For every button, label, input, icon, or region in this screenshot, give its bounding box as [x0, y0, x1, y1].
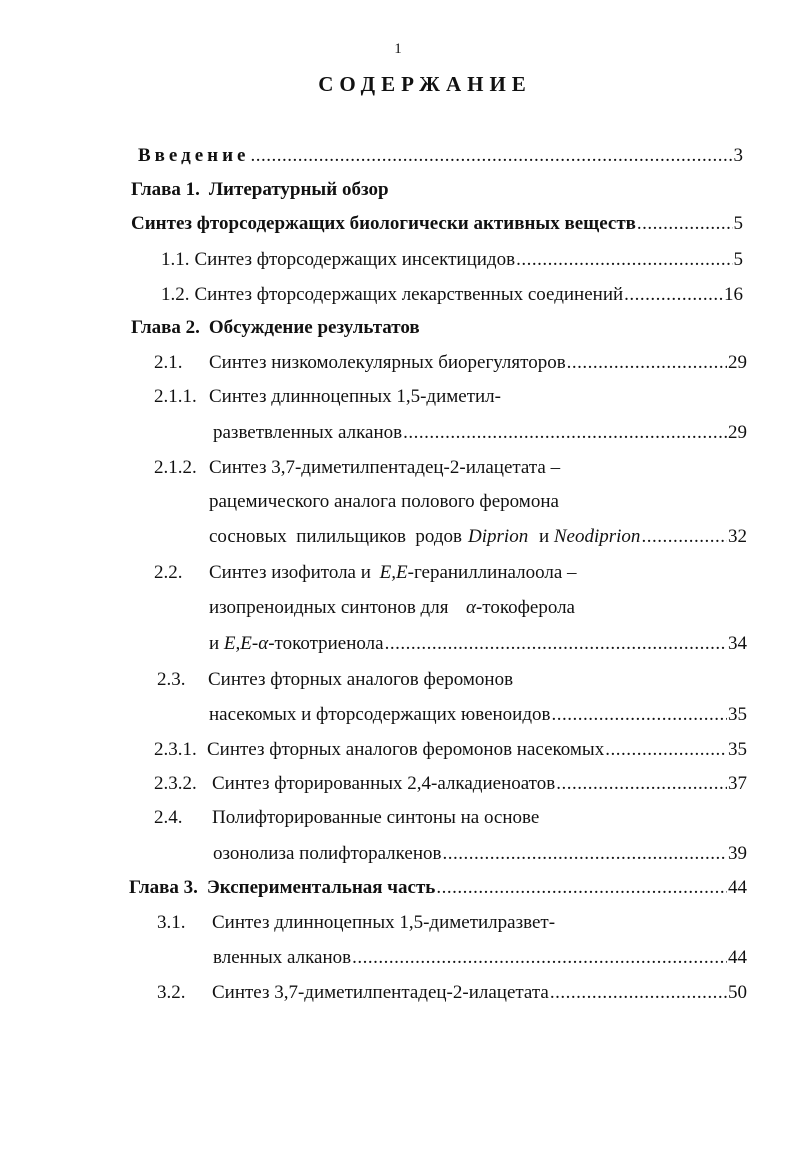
- toc-page-number: 29: [728, 422, 747, 443]
- toc-entry-text: Синтез фторсодержащих лекарственных соединений: [194, 284, 624, 305]
- toc-leader-dots: [567, 350, 727, 376]
- toc-entry-3-1[interactable]: [157, 910, 747, 936]
- page-title: СОДЕРЖАНИЕ: [318, 72, 532, 96]
- toc-genus-neodiprion: Neodiprion: [553, 526, 641, 547]
- toc-entry-text: Введение: [138, 145, 250, 166]
- toc-page-number: 3: [733, 145, 743, 166]
- toc-entry-2-1-1[interactable]: [154, 384, 747, 410]
- toc-entry-text: Полифторированные синтоны на основе: [212, 807, 540, 828]
- toc-entry-2-2[interactable]: [154, 560, 747, 586]
- toc-entry-1-2[interactable]: [161, 282, 743, 308]
- toc-entry-text: вленных алканов: [213, 947, 352, 968]
- toc-entry-text: Литературный обзор: [208, 179, 389, 200]
- toc-entry-2-2-cont[interactable]: [209, 595, 747, 621]
- toc-leader-dots: [436, 875, 727, 901]
- toc-entry-2-2-cont2[interactable]: [209, 631, 747, 657]
- toc-entry-italic: E,E-α: [223, 633, 269, 654]
- toc-entry-text: Синтез изофитола и: [209, 562, 376, 583]
- toc-entry-2-1-1-cont[interactable]: [213, 420, 747, 446]
- toc-leader-dots: [624, 282, 723, 308]
- toc-page-number: 39: [728, 843, 747, 864]
- toc-entry-text: Синтез длинноцепных 1,5-диметилразвет-: [212, 912, 556, 933]
- toc-leader-dots: [385, 631, 727, 657]
- toc-section-number: 3.1.: [157, 912, 186, 933]
- toc-entry-text: Синтез длинноцепных 1,5-диметил-: [209, 386, 501, 407]
- toc-entry-text: Синтез фторных аналогов феромонов насекомых: [207, 739, 605, 760]
- toc-page-number: 32: [728, 526, 747, 547]
- toc-leader-dots: [556, 771, 727, 797]
- toc-leader-dots: [516, 247, 732, 273]
- toc-page-number: 44: [728, 947, 747, 968]
- toc-entry-text: Синтез фторсодержащих биологически активных веществ: [131, 213, 636, 234]
- toc-entry-2-3-1[interactable]: [154, 737, 747, 763]
- toc-entry-text: Синтез фторированных 2,4-алкадиеноатов: [212, 773, 556, 794]
- toc-section-number: 1.2.: [161, 284, 190, 305]
- page-number: 1: [394, 41, 402, 57]
- toc-entry-2-4-cont[interactable]: [213, 841, 747, 867]
- toc-entry-1-1[interactable]: [161, 247, 743, 273]
- toc-entry-text-tail: -токоферола: [475, 597, 575, 618]
- toc-page-number: 50: [728, 982, 747, 1003]
- toc-entry-2-1[interactable]: [154, 350, 747, 376]
- toc-section-number: 2.3.: [157, 669, 186, 690]
- toc-entry-2-4[interactable]: [154, 805, 747, 831]
- toc-page-number: 37: [728, 773, 747, 794]
- toc-leader-dots: [443, 841, 728, 867]
- toc-entry-text: Синтез низкомолекулярных биорегуляторов: [209, 352, 566, 373]
- toc-leader-dots: [641, 524, 727, 550]
- toc-section-number: 2.1.: [154, 352, 183, 373]
- toc-entry-introduction[interactable]: [138, 143, 743, 169]
- toc-genus-diprion: Diprion: [468, 526, 529, 547]
- toc-leader-dots: [403, 420, 727, 446]
- toc-section-number: 2.4.: [154, 807, 183, 828]
- toc-entry-text: Обсуждение результатов: [208, 317, 420, 338]
- toc-entry-text: Синтез фторных аналогов феромонов: [208, 669, 514, 690]
- toc-entry-2-1-2[interactable]: [154, 455, 747, 481]
- toc-entry-text: озонолиза полифторалкенов: [213, 843, 442, 864]
- toc-entry-italic: α: [465, 597, 476, 618]
- toc-page-number: 34: [728, 633, 747, 654]
- toc-entry-text: Синтез фторсодержащих инсектицидов: [194, 249, 516, 270]
- toc-page-number: 35: [728, 704, 747, 725]
- toc-entry-text: Синтез 3,7-диметилпентадец-2-илацетата: [212, 982, 549, 1003]
- toc-section-number: 2.1.2.: [154, 457, 197, 478]
- toc-entry-2-3-2[interactable]: [154, 771, 747, 797]
- toc-entry-text: Синтез 3,7-диметилпентадец-2-илацетата –: [209, 457, 561, 478]
- toc-entry-2-1-2-cont[interactable]: [209, 489, 747, 515]
- toc-entry-2-3-cont[interactable]: [209, 702, 747, 728]
- toc-page-number: 44: [728, 877, 747, 898]
- toc-entry-text: изопреноидных синтонов для: [209, 597, 458, 618]
- toc-page-number: 16: [724, 284, 743, 305]
- toc-section-number: 2.2.: [154, 562, 183, 583]
- toc-section-number: 2.3.1.: [154, 739, 197, 760]
- toc-entry-2-3[interactable]: [157, 667, 747, 693]
- toc-chapter-number: Глава 3.: [129, 877, 198, 898]
- toc-chapter-1[interactable]: [131, 177, 743, 203]
- toc-section-number: 2.1.1.: [154, 386, 197, 407]
- toc-leader-dots: [550, 980, 727, 1006]
- toc-leader-dots: [605, 737, 727, 763]
- toc-section-number: 3.2.: [157, 982, 186, 1003]
- toc-entry-3-2[interactable]: [157, 980, 747, 1006]
- toc-leader-dots: [251, 143, 733, 169]
- toc-page-number: 5: [733, 213, 743, 234]
- toc-entry-text: сосновых пилильщиков родов: [209, 526, 463, 547]
- toc-chapter-3[interactable]: [129, 875, 747, 901]
- toc-entry-italic: E,E: [379, 562, 408, 583]
- toc-leader-dots: [352, 945, 727, 971]
- toc-entry-text: рацемического аналога полового феромона: [209, 491, 559, 512]
- toc-chapter-number: Глава 1.: [131, 179, 200, 200]
- toc-chapter-number: Глава 2.: [131, 317, 200, 338]
- toc-section-number: 1.1.: [161, 249, 190, 270]
- toc-entry-text: насекомых и фторсодержащих ювеноидов: [209, 704, 551, 725]
- toc-entry-text: и: [209, 633, 224, 654]
- toc-entry-2-1-2-cont2[interactable]: [209, 524, 747, 550]
- toc-leader-dots: [551, 702, 727, 728]
- toc-entry-3-1-cont[interactable]: [213, 945, 747, 971]
- toc-section-number: 2.3.2.: [154, 773, 197, 794]
- toc-entry-text-tail: -гераниллиналоола –: [407, 562, 577, 583]
- toc-entry-text-tail: -токотриенола: [268, 633, 384, 654]
- toc-page-number: 5: [733, 249, 743, 270]
- toc-entry-chapter-1-title[interactable]: [131, 211, 743, 237]
- toc-entry-text-and: и: [534, 526, 554, 547]
- toc-leader-dots: [637, 211, 733, 237]
- toc-chapter-2[interactable]: [131, 315, 743, 341]
- toc-page-number: 35: [728, 739, 747, 760]
- toc-entry-text: Экспериментальная часть: [206, 877, 436, 898]
- toc-entry-text: разветвленных алканов: [213, 422, 403, 443]
- toc-page-number: 29: [728, 352, 747, 373]
